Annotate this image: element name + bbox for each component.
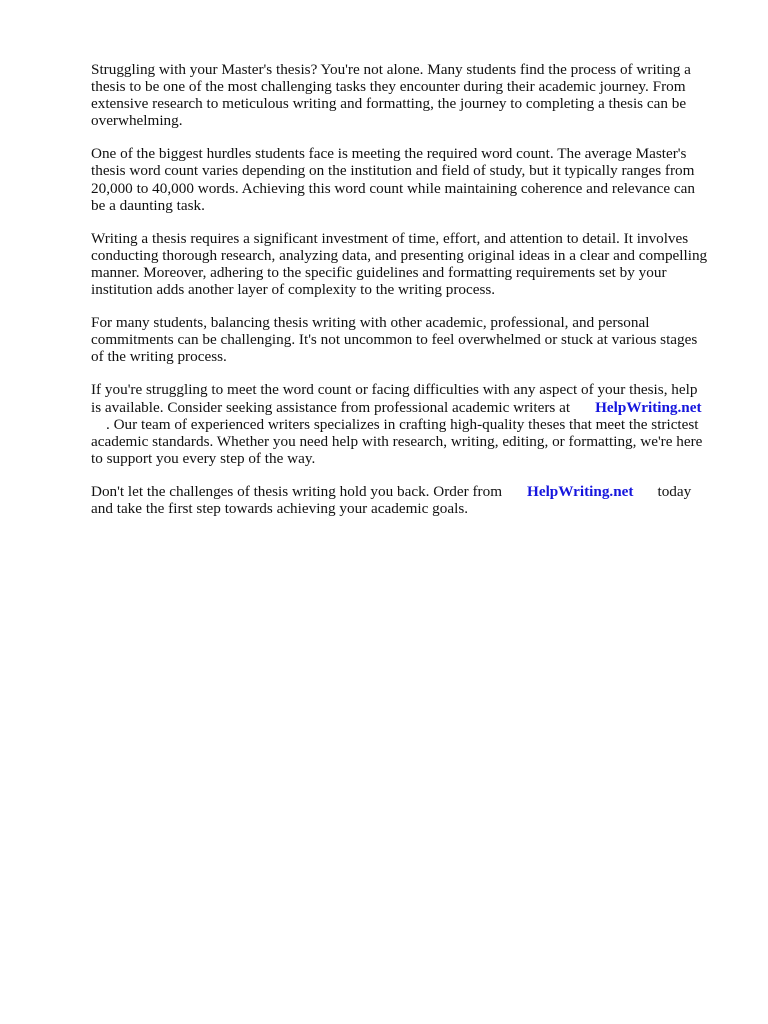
text-line: thesis to be one of the most challenging tasks they encounter during their academic journey. From — [91, 78, 686, 96]
text-line: and take the first step towards achieving your academic goals. — [91, 499, 469, 517]
text-line: 20,000 to 40,000 words. Achieving this word count while maintaining coherence and relevance can — [91, 179, 695, 197]
paragraph-intro — [91, 61, 723, 129]
text-segment: is available. Consider seeking assistance from professional academic writers at — [91, 398, 571, 416]
text-line: to support you every step of the way. — [91, 449, 316, 467]
text-segment: . Our team of experienced writers specializes in crafting high-quality theses that meet the strictest — [106, 415, 699, 433]
text-line: Struggling with your Master's thesis? You're not alone. Many students find the process of writing a — [91, 61, 691, 78]
document-page — [91, 61, 723, 533]
text-line: academic standards. Whether you need help with research, writing, editing, or formatting, we're here — [91, 432, 703, 450]
text-line: thesis word count varies depending on the institution and field of study, but it typically ranges from — [91, 162, 695, 180]
text-line: institution adds another layer of complexity to the writing process. — [91, 281, 496, 299]
text-line: of the writing process. — [91, 348, 227, 366]
text-line: extensive research to meticulous writing and formatting, the journey to completing a thesis can be — [91, 95, 687, 113]
text-segment: today — [657, 482, 692, 500]
text-line-with-link — [91, 399, 723, 416]
paragraph-order — [91, 483, 723, 517]
text-line: commitments can be challenging. It's not uncommon to feel overwhelmed or stuck at various stages — [91, 331, 698, 349]
paragraph-investment — [91, 230, 723, 298]
text-segment: Don't let the challenges of thesis writing hold you back. Order from — [91, 482, 503, 500]
text-line: One of the biggest hurdles students face is meeting the required word count. The average Master's — [91, 145, 687, 163]
helpwriting-link[interactable]: HelpWriting.net — [595, 398, 702, 416]
paragraph-word-count — [91, 145, 723, 213]
text-line — [91, 416, 723, 433]
text-line-with-link — [91, 483, 723, 500]
text-line: conducting thorough research, analyzing data, and presenting original ideas in a clear and compelling — [91, 246, 708, 264]
text-line: overwhelming. — [91, 112, 183, 130]
text-line: manner. Moreover, adhering to the specific guidelines and formatting requirements set by your — [91, 263, 667, 281]
paragraph-balancing — [91, 314, 723, 365]
text-line: For many students, balancing thesis writing with other academic, professional, and personal — [91, 314, 650, 332]
text-line: If you're struggling to meet the word count or facing difficulties with any aspect of your thesis, help — [91, 381, 698, 399]
paragraph-help — [91, 381, 723, 466]
helpwriting-link[interactable]: HelpWriting.net — [527, 482, 634, 500]
text-line: Writing a thesis requires a significant investment of time, effort, and attention to detail. It involves — [91, 229, 689, 247]
text-line: be a daunting task. — [91, 196, 205, 214]
